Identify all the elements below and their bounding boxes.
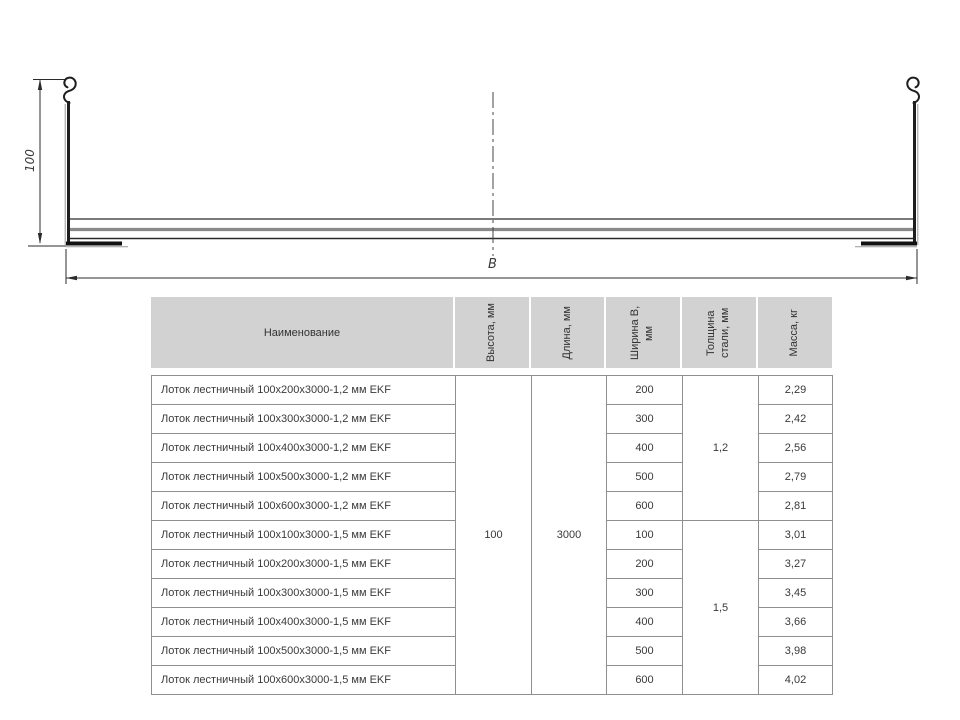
dim-arrow-right — [906, 276, 917, 280]
right-rail — [907, 78, 919, 245]
product-name-cell: Лоток лестничный 100х100х3000-1,5 мм EKF — [152, 521, 456, 550]
dim-arrow-up — [38, 79, 42, 90]
product-name-cell: Лоток лестничный 100х400х3000-1,5 мм EKF — [152, 608, 456, 637]
width-dimension — [66, 249, 917, 284]
height-dimension — [23, 79, 66, 246]
width-cell: 200 — [607, 376, 683, 405]
height-cell: 100 — [456, 376, 532, 695]
length-cell: 3000 — [532, 376, 607, 695]
product-name-cell: Лоток лестничный 100х300х3000-1,5 мм EKF — [152, 579, 456, 608]
product-name-cell: Лоток лестничный 100х200х3000-1,2 мм EKF — [152, 376, 456, 405]
right-hook-edge — [907, 78, 919, 103]
left-rail — [64, 78, 76, 245]
width-cell: 600 — [607, 492, 683, 521]
spec-table-body — [151, 375, 832, 695]
product-name-cell: Лоток лестничный 100х600х3000-1,2 мм EKF — [152, 492, 456, 521]
mass-cell: 3,66 — [759, 608, 833, 637]
cable-tray-section-drawing — [0, 0, 960, 292]
width-cell: 100 — [607, 521, 683, 550]
technical-drawing — [0, 0, 960, 292]
mass-cell: 2,79 — [759, 463, 833, 492]
product-name-cell: Лоток лестничный 100х300х3000-1,2 мм EKF — [152, 405, 456, 434]
product-name-cell: Лоток лестничный 100х400х3000-1,2 мм EKF — [152, 434, 456, 463]
thickness-cell: 1,2 — [683, 376, 759, 521]
col-header-height: Высота, мм — [455, 297, 531, 368]
height-dim-label: 100 — [23, 149, 37, 172]
mass-cell: 2,42 — [759, 405, 833, 434]
width-dim-label: B — [488, 257, 497, 272]
width-cell: 300 — [607, 405, 683, 434]
dim-arrow-left — [66, 276, 77, 280]
thickness-cell: 1,5 — [683, 521, 759, 695]
product-name-cell: Лоток лестничный 100х500х3000-1,2 мм EKF — [152, 463, 456, 492]
mass-cell: 3,98 — [759, 637, 833, 666]
width-cell: 200 — [607, 550, 683, 579]
mass-cell: 2,29 — [759, 376, 833, 405]
mass-cell: 2,56 — [759, 434, 833, 463]
mass-cell: 3,27 — [759, 550, 833, 579]
tray-bottom — [66, 219, 917, 247]
width-cell: 400 — [607, 434, 683, 463]
width-cell: 300 — [607, 579, 683, 608]
dim-arrow-down — [38, 233, 42, 244]
width-cell: 600 — [607, 666, 683, 695]
mass-cell: 4,02 — [759, 666, 833, 695]
left-hook-edge — [64, 78, 76, 103]
product-name-cell: Лоток лестничный 100х200х3000-1,5 мм EKF — [152, 550, 456, 579]
width-cell: 500 — [607, 463, 683, 492]
col-header-name: Наименование — [151, 297, 455, 368]
width-cell: 500 — [607, 637, 683, 666]
table-row — [152, 376, 833, 405]
mass-cell: 2,81 — [759, 492, 833, 521]
col-header-thickness: Толщина стали, мм — [682, 297, 758, 368]
spec-table-header — [151, 297, 832, 368]
product-name-cell: Лоток лестничный 100х600х3000-1,5 мм EKF — [152, 666, 456, 695]
product-name-cell: Лоток лестничный 100х500х3000-1,5 мм EKF — [152, 637, 456, 666]
mass-cell: 3,45 — [759, 579, 833, 608]
col-header-mass: Масса, кг — [758, 297, 832, 368]
col-header-width: Ширина В, мм — [606, 297, 682, 368]
col-header-length: Длина, мм — [531, 297, 606, 368]
width-cell: 400 — [607, 608, 683, 637]
spec-table — [151, 297, 832, 695]
mass-cell: 3,01 — [759, 521, 833, 550]
